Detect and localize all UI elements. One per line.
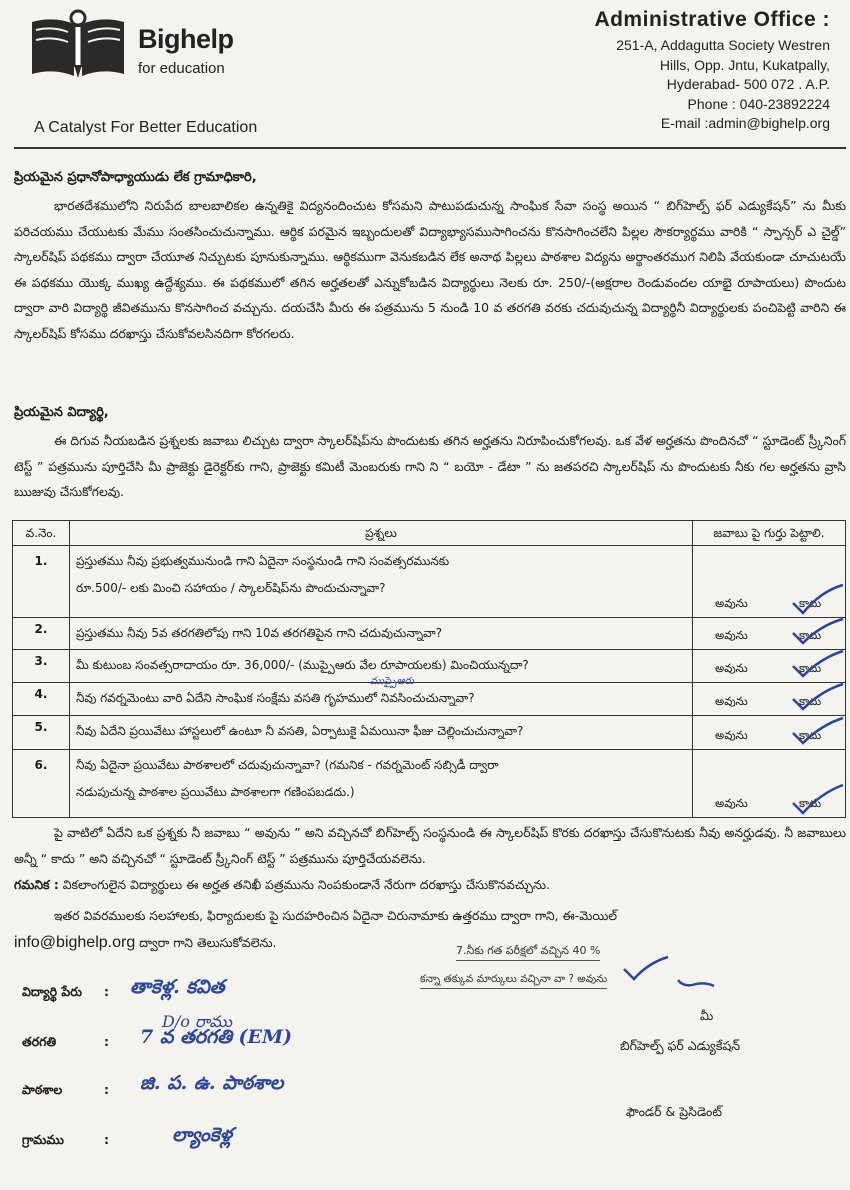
parent-value[interactable]: D/o రాము — [162, 1012, 232, 1031]
table-row — [13, 650, 846, 683]
question-line: నీవు ఏదైనా ప్రయివేటు పాఠశాలలో చదువుచున్నావా? (గమనిక - గవర్నమెంట్ సబ్సిడీ ద్వారా — [76, 758, 499, 772]
table-header-row — [13, 521, 846, 546]
question-line: మీ కుటుంబ సంవత్సరాదాయం రూ. 36,000/- (ముప్పైఆరు వేల రూపాయలకు) మించియున్నదా? — [76, 658, 529, 672]
table-row — [13, 546, 846, 618]
signature-yours: మీ — [700, 1008, 714, 1023]
checkmark-icon — [787, 583, 845, 615]
no-option[interactable]: కాదు — [799, 694, 822, 708]
signature-org: బిగ్‌హెల్ప్ ఫర్ ఎడ్యుకేషన్ — [620, 1038, 741, 1053]
contact-line-2-text: ద్వారా గాని తెలుసుకోవలెను. — [139, 935, 277, 950]
question-line: ప్రస్తుతము నీవు ప్రభుత్వమునుండి గాని ఏదైనా సంస్థనుండి గాని సంవత్సరమునకు — [76, 554, 450, 568]
question-cell — [70, 750, 693, 818]
handwritten-mark-icon — [676, 976, 716, 990]
brand-name: Bighelp — [138, 24, 234, 54]
question-line: నడుపుచున్న పాఠశాల ప్రయివేటు పాఠశాలగా గణింపబడదు.) — [76, 785, 355, 799]
yes-option[interactable]: అవును — [715, 728, 748, 742]
table-row — [13, 618, 846, 650]
no-option[interactable]: కాదు — [799, 661, 822, 675]
question-cell — [70, 546, 693, 618]
question-line: ప్రస్తుతము నీవు 5వ తరగతిలోపు గాని 10వ తరగతిపైన గాని చదువుచున్నావా? — [76, 626, 443, 640]
table-row — [13, 683, 846, 716]
yes-option[interactable]: అవును — [715, 596, 748, 610]
answer-cell — [693, 750, 846, 818]
row-number: 1. — [13, 546, 70, 618]
name-field — [22, 976, 402, 1010]
note-line — [14, 872, 846, 898]
table-row — [13, 716, 846, 750]
village-field — [22, 1124, 402, 1158]
village-value[interactable]: ల్యాంకెళ్ల — [172, 1124, 232, 1146]
extra-question-line-2: కన్నా తక్కువ మార్కులు వచ్చినా వా ? అవును — [420, 973, 607, 989]
checkmark-icon — [620, 955, 670, 981]
eligibility-table — [12, 520, 846, 818]
intro-paragraph: భారతదేశములోని నిరుపేద బాలబాలికల ఉన్నతికై విద్యనందించుట కోసమని పాటుపడుచున్న సాంఘిక సేవా సంస్థ అయిన “ బిగ్‌హెల్ప్ ఫర్ ఎడ్యుకేషన్” ను మీకు పరిచయము చేయుటకు మేము సంతసించుచున్నాము. ఆర్థిక పరమైన ఇబ్బందులతో విద్యాభ్యాసముసాగించను కొనసాగించలేని పిల్లల సౌకర్యార్థము వారికి “ స్పాన్సర్ ఎ చైల్డ్” స్కాలర్‌షిప్ పథకము ద్వారా చేయూత నిచ్చుటకు పూనుకున్నాము. ఆర్థికముగా వెనుకబడిన లేక అనాథ పిల్లలు పాఠశాల విద్యను అర్థాంతరముగ నిలిపి వేయకుండా చూచుటయే ఈ పథకము యొక్క ముఖ్య ఉద్దేశ్యము. ఈ పథకములో తగిన అర్హతలతో ఎన్నుకోబడిన విద్యార్థులు నెలకు రూ. 250/-(అక్షరాల రెండువందల యాభై రూపాయలు) పొందుట ద్వారా వారి విద్యార్థి జీవితమును కొనసాగించ వచ్చును. దయచేసి మీరు ఈ పత్రమును 5 నుండి 10 వ తరగతి వరకు చదువుచున్న విద్యార్థినీ విద్యార్థులకు పంచిపెట్టి వారిని ఈ స్కాలర్‌షిప్ కోసము దరఖాస్తు చేసుకోవలసినదిగా కోరగలరు. — [14, 198, 846, 341]
address-line: Hills, Opp. Jntu, Kukatpally, — [659, 56, 830, 73]
answer-cell — [693, 618, 846, 650]
checkmark-icon — [787, 783, 845, 815]
contact-line: ఇతర వివరములకు సలహాలకు, ఫిర్యాదులకు పై సుదహరించిన ఏదైనా చిరునామాకు ఉత్తరము ద్వారా గాని, ఈ-మెయిల్ — [54, 908, 618, 923]
school-field — [22, 1072, 402, 1108]
no-option[interactable]: కాదు — [799, 628, 822, 642]
checkmark-icon — [787, 681, 845, 713]
field-colon: : — [104, 1034, 109, 1049]
village-label: గ్రామము — [22, 1132, 64, 1147]
name-value[interactable]: తాకెళ్ల. కవిత — [130, 976, 225, 998]
eligibility-paragraph: పై వాటిలో ఏదేని ఒక ప్రశ్నకు నీ జవాబు “ అవును ” అని వచ్చినచో బిగ్‌హెల్ప్ సంస్థనుండి ఈ స్కాలర్‌షిప్ కొరకు దరఖాస్తు చేసుకొనుటకు నీవు అనర్హుడవు. నీ జవాబులు అన్నీ “ కాదు ” అని వచ్చినచో “ స్టూడెంట్ స్ర్కీనింగ్ టెస్ట్ ” పత్రమును పూర్తిచేయవలెను. — [14, 825, 846, 866]
yes-option[interactable]: అవును — [715, 694, 748, 708]
question-cell — [70, 618, 693, 650]
answer-cell — [693, 716, 846, 750]
note-text: వికలాంగులైన విద్యార్థులు ఈ అర్హత తనిఖీ పత్రమును నింపకుండానే నేరుగా దరఖాస్తు చేసుకొనవచ్చును. — [62, 877, 550, 892]
col-question-header: ప్రశ్నలు — [70, 521, 693, 546]
phone-line: Phone : 040-23892224 — [687, 95, 830, 112]
row-number: 5. — [13, 716, 70, 750]
signature-role: ఫౌండర్ & ప్రెసిడెంట్ — [626, 1104, 722, 1119]
contact-email-link[interactable]: info@bighelp.org — [14, 934, 136, 951]
handwritten-annotation: ముప్పైఆరు — [370, 676, 414, 687]
question-line: రూ.500/- లకు మించి సహాయం / స్కాలర్‌షిప్‌ను పొందుచున్నావా? — [76, 581, 386, 595]
answer-cell — [693, 546, 846, 618]
question-line: నీవు ఏదేని ప్రయివేటు హాస్టలులో ఉంటూ నీ వసతి, ఏర్పాటుకై ఏమయినా ఫీజు చెల్లించుచున్నావా? — [76, 724, 524, 738]
row-number: 4. — [13, 683, 70, 716]
yes-option[interactable]: అవును — [715, 796, 748, 810]
name-label: విద్యార్థి పేరు — [22, 984, 83, 999]
field-colon: : — [104, 1132, 109, 1147]
class-value[interactable]: 7 వ తరగతి (EM) — [140, 1026, 293, 1048]
checkmark-icon — [787, 648, 845, 680]
bighelp-logo-icon — [28, 8, 128, 82]
field-colon: : — [104, 1082, 109, 1097]
yes-option[interactable]: అవును — [715, 628, 748, 642]
brand-subtitle: for education — [138, 60, 225, 77]
instruction-paragraph: ఈ దిగువ నీయబడిన ప్రశ్నలకు జవాబు లిచ్చుట ద్వారా స్కాలర్‌షిప్‌ను పొందుటకు తగిన అర్హతను నిరూపించుకోగలవు. ఒక వేళ అర్హతను పొందినచో “ స్టూడెంట్ స్ర్కీనింగ్ టెస్ట్ ” పత్రమును పూర్తిచేసి మీ ప్రాజెక్టు డైరెక్టర్‌కు గాని, ప్రాజెక్టు కమిటీ మెంబరుకు గాని ని “ బయో - డేటా ” ను జతపరచి స్కాలర్‌షిప్ ను పొందుటకు నీకు గల అర్హతను వ్రాసి ఋజువు చేసుకోగలవు. — [14, 433, 846, 499]
class-label: తరగతి — [22, 1034, 57, 1049]
office-address-block — [594, 8, 830, 134]
question-line: నీవు గవర్నమెంటు వారి ఏదేని సాంఘిక సంక్షేమ వసతి గృహములో నివసించుచున్నావా? — [76, 691, 475, 705]
header-divider — [14, 147, 846, 149]
checkmark-icon — [787, 615, 845, 647]
contact-line-2 — [14, 930, 514, 956]
email-line: E-mail :admin@bighelp.org — [660, 115, 830, 131]
no-option[interactable]: కాదు — [799, 728, 822, 742]
question-cell — [70, 650, 693, 687]
answer-cell — [693, 650, 846, 683]
yes-option[interactable]: అవును — [715, 661, 748, 675]
no-option[interactable]: కాదు — [799, 796, 822, 810]
question-cell — [70, 716, 693, 750]
tagline: A Catalyst For Better Education — [34, 119, 258, 136]
note-label: గమనిక : — [14, 877, 59, 892]
answer-cell — [693, 683, 846, 716]
field-colon: : — [104, 984, 109, 999]
salutation-student: ప్రియమైన విద్యార్థి, — [14, 405, 109, 420]
salutation-headmaster: ప్రియమైన ప్రధానోపాధ్యాయుడు లేక గ్రామాధికారి, — [14, 170, 257, 185]
row-number: 6. — [13, 750, 70, 818]
row-number: 2. — [13, 618, 70, 650]
student-details — [22, 976, 442, 1170]
no-option[interactable]: కాదు — [799, 596, 822, 610]
row-number: 3. — [13, 650, 70, 683]
col-answer-header: జవాబు పై గుర్తు పెట్టాలి. — [693, 521, 846, 546]
extra-question-line-1: 7.నీకు గత పరీక్షలో వచ్చిన 40 % — [456, 944, 600, 961]
office-title: Administrative Office : — [594, 8, 830, 31]
address-line: 251-A, Addagutta Society Westren — [616, 37, 830, 53]
address-line: Hyderabad- 500 072 . A.P. — [666, 76, 830, 92]
school-label: పాఠశాల — [22, 1082, 63, 1097]
school-value[interactable]: జి. ప. ఉ. పాఠశాల — [140, 1072, 284, 1094]
table-row — [13, 750, 846, 818]
col-number-header: వ.నెం. — [13, 521, 70, 546]
checkmark-icon — [787, 715, 845, 747]
class-field — [22, 1026, 402, 1060]
